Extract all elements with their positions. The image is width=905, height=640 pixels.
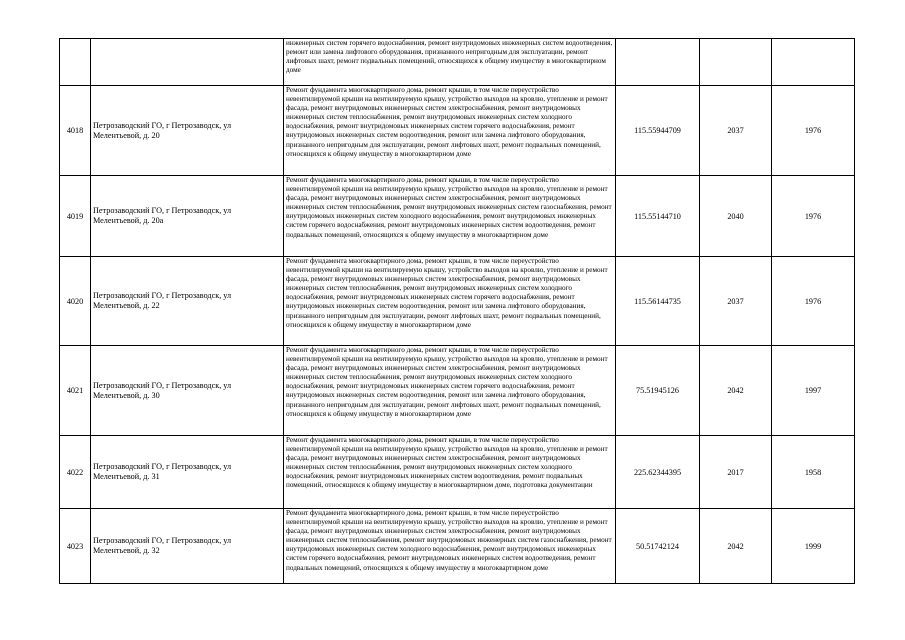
row-number — [60, 39, 91, 86]
built-year-cell: 1958 — [772, 436, 855, 509]
row-number: 4020 — [60, 257, 91, 346]
table-row — [60, 39, 855, 86]
cost-cell: 115.55944709 — [616, 86, 700, 176]
year-cell: 2040 — [700, 176, 772, 257]
year-cell: 2042 — [700, 346, 772, 436]
cost-cell: 225.62344395 — [616, 436, 700, 509]
repair-schedule-table — [59, 38, 855, 584]
cost-cell: 115.56144735 — [616, 257, 700, 346]
row-number: 4023 — [60, 509, 91, 584]
works-cell: инженерных систем горячего водоснабжения, ремонт внутридомовых инженерных систем водоотведения, ремонт или замена лифтового оборудования, признанного непригодным для эксплуатации, ремонт лифтовых шахт, ремонт подвальных помещений, относящихся к общему имуществу в многоквартирном доме — [284, 39, 616, 86]
built-year-cell: 1976 — [772, 176, 855, 257]
cost-cell: 50.51742124 — [616, 509, 700, 584]
table-row — [60, 509, 855, 584]
address-cell — [91, 39, 284, 86]
built-year-cell: 1976 — [772, 86, 855, 176]
address-cell: Петрозаводский ГО, г Петрозаводск, ул Мелентьевой, д. 20а — [91, 176, 284, 257]
table-row — [60, 346, 855, 436]
year-cell: 2037 — [700, 86, 772, 176]
built-year-cell — [772, 39, 855, 86]
built-year-cell: 1997 — [772, 346, 855, 436]
address-cell: Петрозаводский ГО, г Петрозаводск, ул Мелентьевой, д. 22 — [91, 257, 284, 346]
year-cell: 2042 — [700, 509, 772, 584]
row-number: 4019 — [60, 176, 91, 257]
cost-cell — [616, 39, 700, 86]
address-cell: Петрозаводский ГО, г Петрозаводск, ул Мелентьевой, д. 30 — [91, 346, 284, 436]
address-cell: Петрозаводский ГО, г Петрозаводск, ул Мелентьевой, д. 32 — [91, 509, 284, 584]
address-cell: Петрозаводский ГО, г Петрозаводск, ул Мелентьевой, д. 31 — [91, 436, 284, 509]
works-cell: Ремонт фундамента многоквартирного дома, ремонт крыши, в том числе переустройство невентилируемой крыши на вентилируемую крышу, устройство выходов на кровлю, утепление и ремонт фасада, ремонт внутридомовых инженерных систем электроснабжения, ремонт внутридомовых инженерных систем теплоснабжения, ремонт внутридомовых инженерных систем газоснабжения, ремонт внутридомовых инженерных систем холодного водоснабжения, ремонт внутридомовых инженерных систем горячего водоснабжения, ремонт внутридомовых инженерных систем водоотведения, ремонт подвальных помещений, относящихся к общему имуществу в многоквартирном доме — [284, 176, 616, 257]
cost-cell: 75.51945126 — [616, 346, 700, 436]
row-number: 4018 — [60, 86, 91, 176]
works-cell: Ремонт фундамента многоквартирного дома, ремонт крыши, в том числе переустройство невентилируемой крыши на вентилируемую крышу, устройство выходов на кровлю, утепление и ремонт фасада, ремонт внутридомовых инженерных систем электроснабжения, ремонт внутридомовых инженерных систем теплоснабжения, ремонт внутридомовых инженерных систем газоснабжения, ремонт внутридомовых инженерных систем холодного водоснабжения, ремонт внутридомовых инженерных систем горячего водоснабжения, ремонт внутридомовых инженерных систем водоотведения, ремонт подвальных помещений, относящихся к общему имуществу в многоквартирном доме — [284, 509, 616, 584]
works-cell: Ремонт фундамента многоквартирного дома, ремонт крыши, в том числе переустройство невентилируемой крыши на вентилируемую крышу, устройство выходов на кровлю, утепление и ремонт фасада, ремонт внутридомовых инженерных систем электроснабжения, ремонт внутридомовых инженерных систем теплоснабжения, ремонт внутридомовых инженерных систем холодного водоснабжения, ремонт внутридомовых инженерных систем горячего водоснабжения, ремонт внутридомовых инженерных систем водоотведения, ремонт или замена лифтового оборудования, признанного непригодным для эксплуатации, ремонт лифтовых шахт, ремонт подвальных помещений, относящихся к общему имуществу в многоквартирном доме — [284, 86, 616, 176]
works-cell: Ремонт фундамента многоквартирного дома, ремонт крыши, в том числе переустройство невентилируемой крыши на вентилируемую крышу, устройство выходов на кровлю, утепление и ремонт фасада, ремонт внутридомовых инженерных систем электроснабжения, ремонт внутридомовых инженерных систем теплоснабжения, ремонт внутридомовых инженерных систем холодного водоснабжения, ремонт внутридомовых инженерных систем водоотведения, ремонт подвальных помещений, относящихся к общему имуществу в многоквартирном доме, подготовка документации — [284, 436, 616, 509]
address-cell: Петрозаводский ГО, г Петрозаводск, ул Мелентьевой, д. 20 — [91, 86, 284, 176]
row-number: 4022 — [60, 436, 91, 509]
year-cell — [700, 39, 772, 86]
table-row — [60, 86, 855, 176]
table-row — [60, 436, 855, 509]
works-cell: Ремонт фундамента многоквартирного дома, ремонт крыши, в том числе переустройство невентилируемой крыши на вентилируемую крышу, устройство выходов на кровлю, утепление и ремонт фасада, ремонт внутридомовых инженерных систем электроснабжения, ремонт внутридомовых инженерных систем теплоснабжения, ремонт внутридомовых инженерных систем холодного водоснабжения, ремонт внутридомовых инженерных систем горячего водоснабжения, ремонт внутридомовых инженерных систем водоотведения, ремонт или замена лифтового оборудования, признанного непригодным для эксплуатации, ремонт лифтовых шахт, ремонт подвальных помещений, относящихся к общему имуществу в многоквартирном доме — [284, 257, 616, 346]
table-row — [60, 176, 855, 257]
cost-cell: 115.55144710 — [616, 176, 700, 257]
works-cell: Ремонт фундамента многоквартирного дома, ремонт крыши, в том числе переустройство невентилируемой крыши на вентилируемую крышу, устройство выходов на кровлю, утепление и ремонт фасада, ремонт внутридомовых инженерных систем электроснабжения, ремонт внутридомовых инженерных систем теплоснабжения, ремонт внутридомовых инженерных систем холодного водоснабжения, ремонт внутридомовых инженерных систем горячего водоснабжения, ремонт внутридомовых инженерных систем водоотведения, ремонт или замена лифтового оборудования, признанного непригодным для эксплуатации, ремонт лифтовых шахт, ремонт подвальных помещений, относящихся к общему имуществу в многоквартирном доме — [284, 346, 616, 436]
built-year-cell: 1976 — [772, 257, 855, 346]
row-number: 4021 — [60, 346, 91, 436]
year-cell: 2017 — [700, 436, 772, 509]
year-cell: 2037 — [700, 257, 772, 346]
table-row — [60, 257, 855, 346]
built-year-cell: 1999 — [772, 509, 855, 584]
